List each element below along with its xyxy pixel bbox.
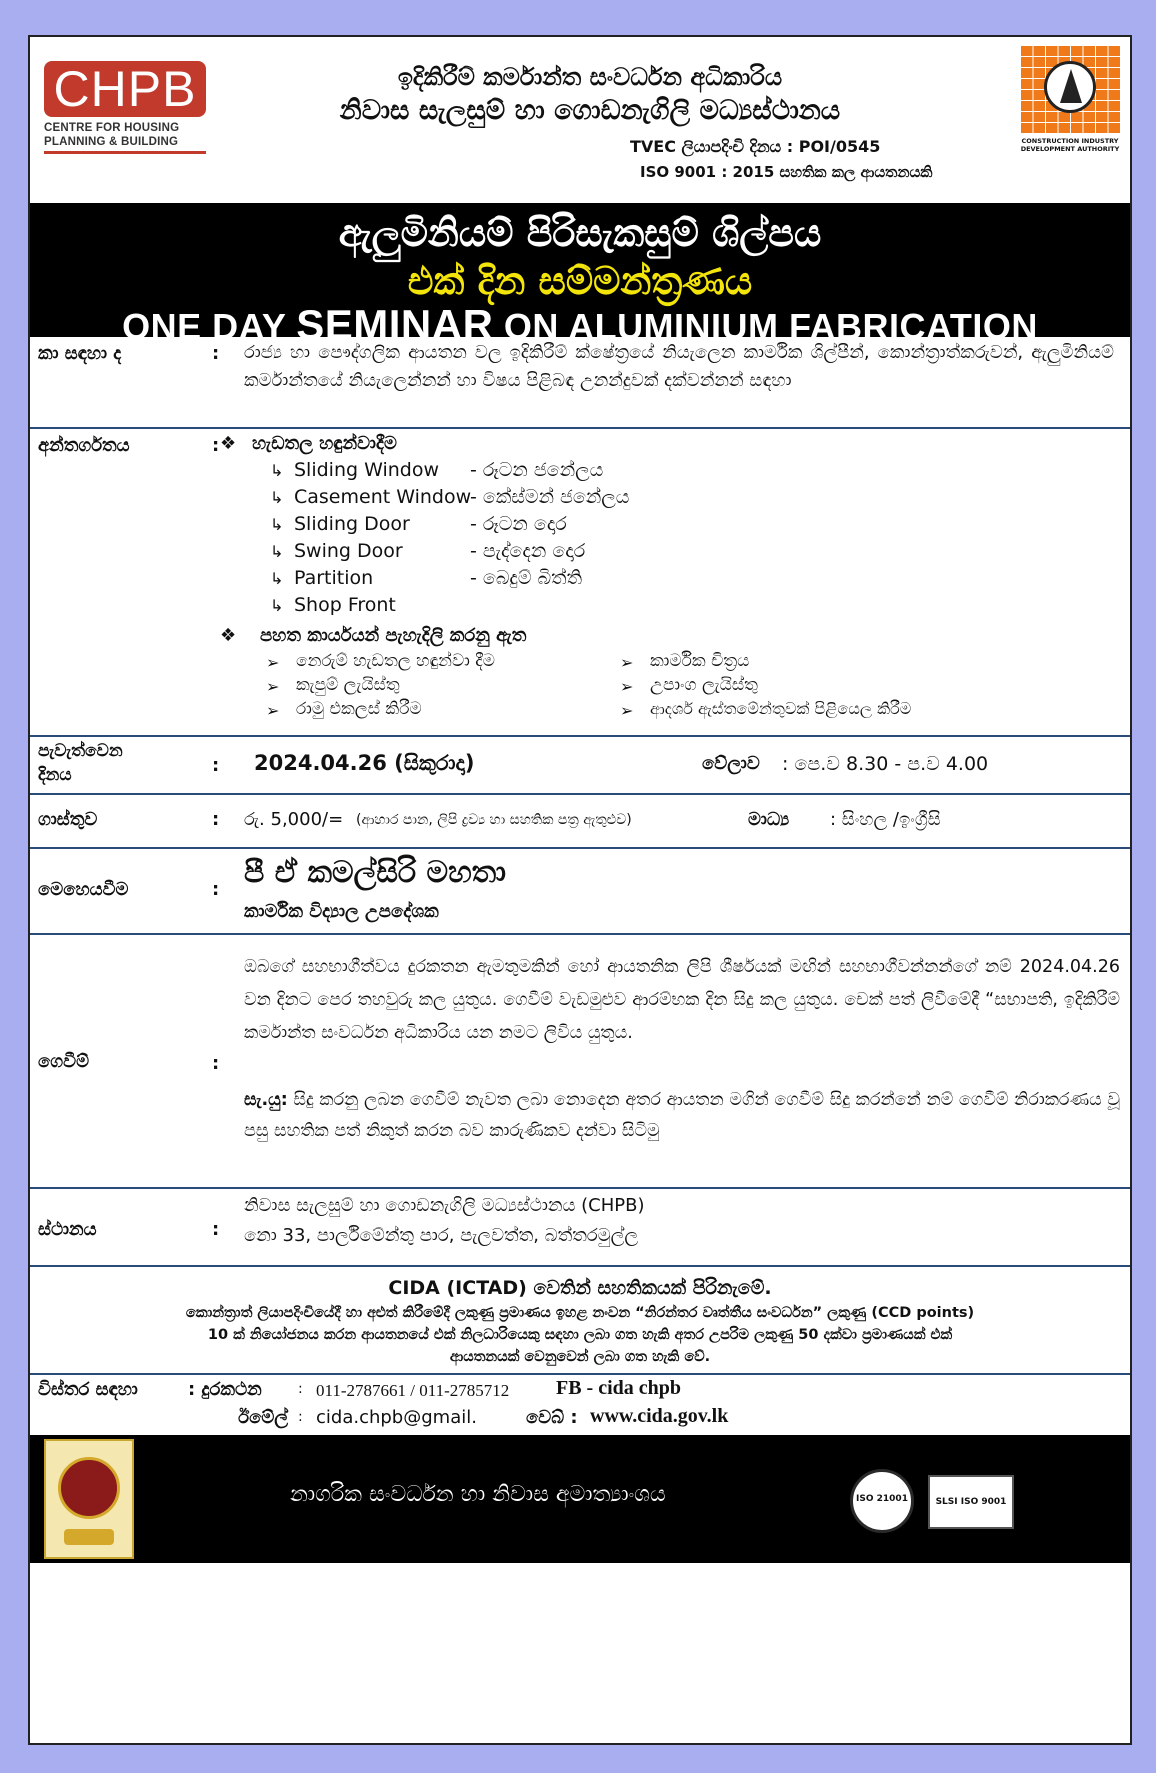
slsi-iso-9001-badge-icon: SLSI ISO 9001	[928, 1475, 1014, 1529]
cpd-line3: ආයතනයක් වෙනුවෙන් ලබා ගත හැකි වේ.	[449, 1349, 711, 1365]
fee-label: ගාස්තුව	[38, 809, 98, 830]
phone-label: : දුරකථන	[188, 1379, 262, 1400]
date-label	[38, 739, 123, 787]
web-label: වෙබ් :	[526, 1407, 578, 1428]
fee-note: (ආහාර පාන, ලිපි ද්‍රව්‍ය හා සහතික පත්‍ර ඇතුළුව)	[356, 812, 632, 828]
tvec-registration: TVEC ලියාපදිංචි දිනය : POI/0545	[630, 137, 881, 156]
item-si: - රූටන ජනේලය	[470, 459, 604, 481]
chpb-logo-mark: CHPB	[44, 61, 206, 117]
arrowhead-icon: ➢	[266, 677, 280, 696]
arrowhead-icon: ➢	[620, 653, 634, 672]
banner-title-en-pre: ONE DAY	[122, 306, 297, 347]
task-right: උපාංග ලැයිස්තු	[650, 675, 758, 695]
centre-title: නිවාස සැලසුම් හා ගොඩනැගිලි මධ්‍යස්ථානය	[339, 95, 841, 126]
payment-note-prefix: සැ.යු:	[244, 1090, 288, 1110]
item-si: - පැද්දෙන දොර	[470, 540, 586, 562]
task-left: කැපුම් ලැයිස්තු	[296, 675, 400, 695]
email-colon: :	[298, 1409, 303, 1425]
hand-arrow-icon: ↳	[270, 542, 284, 561]
header	[30, 37, 1130, 203]
payment-colon: :	[212, 1053, 220, 1074]
venue-label: ස්ථානය	[38, 1219, 97, 1240]
emblem-base	[64, 1529, 114, 1545]
item-en: Sliding Window	[294, 459, 440, 481]
item-si: - රූටන දොර	[470, 513, 567, 535]
banner-title-en-big: SEMINAR	[296, 301, 494, 348]
row-cpd	[30, 1267, 1130, 1375]
cida-logo-grid	[1020, 45, 1120, 133]
target-text: රාජ්‍ය හා පෞද්ගලික ආයතන වල ඉදිකිරීම් ක්ෂේත්‍රයේ නියැලෙන කාර්මික ශිල්පීන්, කොන්ත්‍රාත්කරුවන්, ඇලුමිනියම් කර්මාන්තයේ නියැලෙන්නන් හා විෂය පිළිබඳ උනන්දුවක් දක්වන්නන් සඳහා	[244, 342, 1114, 391]
instructor-label: මෙහෙයවීම	[38, 879, 129, 900]
date-label-2: දිනය	[38, 765, 72, 785]
arrowhead-icon: ➢	[266, 653, 280, 672]
cpd-title: CIDA (ICTAD) වෙතින් සහතිකයක් පිරිනැමේ.	[388, 1277, 772, 1299]
contact-email: cida.chpb@gmail.	[316, 1407, 477, 1428]
medium-label: මාධ්‍ය	[748, 809, 790, 830]
row-instructor	[30, 849, 1130, 935]
item-en: Sliding Door	[294, 513, 410, 535]
iso-21001-badge-icon: ISO 21001	[850, 1469, 914, 1533]
item-si: - කේස්මන් ජනේලය	[470, 486, 630, 508]
medium-value: : සිංහල /ඉංග්‍රීසි	[830, 809, 941, 830]
banner-subtitle-si: එක් දින සම්මන්ත්‍රණය	[407, 259, 753, 303]
title-banner	[30, 203, 1130, 348]
row-payment	[30, 935, 1130, 1189]
row-target-audience	[30, 337, 1130, 429]
item-en: Casement Window	[294, 486, 472, 508]
cpd-line1: කොන්ත්‍රාත් ලියාපදිංචියේදී හා අළුත් කිරීමේදී ලකුණු ප්‍රමාණය ඉහළ නංවන “නිරන්තර වෘත්තීය සංවර්ධන” ලකුණු (CCD points)	[185, 1305, 975, 1321]
venue-line1: නිවාස සැලසුම් හා ගොඩනැගිලි මධ්‍යස්ථානය (CHPB)	[244, 1195, 645, 1216]
iso-certification: ISO 9001 : 2015 සහතික කල ආයතනයකි	[640, 163, 933, 181]
emblem-lion-disc	[58, 1457, 120, 1519]
diamond-bullet-icon: ❖	[220, 433, 237, 454]
diamond-bullet-icon: ❖	[220, 625, 237, 646]
task-left: රාමු එකලස් කිරීම	[296, 699, 422, 719]
target-colon: :	[212, 343, 220, 364]
hand-arrow-icon: ↳	[270, 488, 284, 507]
arrowhead-icon: ➢	[620, 701, 634, 720]
payment-text: ඔබගේ සහභාගීත්වය දුරකතන ඇමතුමකින් හෝ ආයතනික ලිපි ශීර්ෂයක් මඟින් සහභාගීවන්නන්ගේ නම් 2024.04.26 වන දිනට පෙර තහවුරු කල යුතුය. ගෙවීම් වැඩමුළුව ආරම්භක දින සිදු කල යුතුය. චෙක් පත් ලිවීමේදී “සභාපති, ඉදිකිරීම් කර්මාන්ත සංවර්ධන අධිකාරිය යන නමට ලිවිය යුතුය.	[244, 957, 1120, 1043]
time-label: වේලාව	[702, 753, 760, 774]
item-en: Partition	[294, 567, 374, 589]
item-en: Swing Door	[294, 540, 403, 562]
chpb-logo-caption-1: CENTRE FOR HOUSING	[44, 122, 180, 134]
sri-lanka-emblem-icon	[44, 1439, 134, 1559]
hand-arrow-icon: ↳	[270, 461, 284, 480]
chpb-logo-underline	[44, 151, 206, 154]
content-section1-title: හැඩතල හඳුන්වාදීම	[252, 433, 397, 454]
chpb-logo-caption-2: PLANNING & BUILDING	[44, 136, 179, 148]
authority-title: ඉදිකිරීම් කර්මාන්ත සංවර්ධන අධිකාරිය	[397, 63, 783, 91]
contact-facebook: FB - cida chpb	[556, 1377, 682, 1399]
cida-logo-a-icon	[1060, 69, 1082, 103]
banner-title-si: ඇලුමිනියම් පිරිසැකසුම් ශිල්පය	[338, 211, 822, 255]
item-si: - බෙදුම් බිත්ති	[470, 567, 582, 589]
content-colon: :	[212, 435, 220, 456]
cpd-line2: 10 ක් නියෝජනය කරන ආයතනයේ එක් නිලධාරියෙකු සඳහා ලබා ගත හැකි අතර උපරිම ලකුණු 50 දක්වා ප්‍රමාණයක් එක්	[207, 1327, 953, 1343]
task-right: කාර්මික චිත්‍රය	[650, 651, 750, 671]
instructor-title: කාර්මික විද්‍යාල උපදේශක	[244, 901, 439, 922]
time-value: : පෙ.ව 8.30 - ප.ව 4.00	[782, 753, 989, 775]
task-left: නෙරුම් හැඩතල හඳුන්වා දීම	[296, 651, 495, 671]
arrowhead-icon: ➢	[620, 677, 634, 696]
seminar-flyer	[28, 35, 1132, 1745]
content-label: අන්තර්ගතය	[38, 435, 130, 456]
date-label-1: පැවැත්වෙන	[38, 741, 123, 761]
hand-arrow-icon: ↳	[270, 569, 284, 588]
row-content	[30, 429, 1130, 737]
banner-title-en-post: ON ALUMINIUM FABRICATION	[493, 306, 1038, 347]
arrowhead-icon: ➢	[266, 701, 280, 720]
payment-note-text: සිදු කරනු ලබන ගෙවීම් නැවත ලබා නොදෙන අතර ආයතන මගින් ගෙවීම් සිදු කරන්නේ නම් ගෙවීම් නිරාකරණය වූ පසු සහතික පත් නිකුත් කරන බව කාරුණිකව දන්වා සිටිමු	[244, 1090, 1120, 1141]
contact-website: www.cida.gov.lk	[590, 1405, 729, 1427]
cida-logo-caption: CONSTRUCTION INDUSTRY DEVELOPMENT AUTHORITY	[1020, 137, 1120, 153]
task-right: ආදර්ශ ඇස්තමේන්තුවක් පිළියෙල කිරීම	[650, 699, 912, 718]
row-contact	[30, 1375, 1130, 1435]
fee-amount: රු. 5,000/=	[244, 809, 344, 830]
contact-phones: 011-2787661 / 011-2785712	[316, 1381, 510, 1400]
payment-label: ගෙවීම්	[38, 1051, 90, 1072]
contact-label: විස්තර සඳහා	[38, 1379, 138, 1400]
fee-colon: :	[212, 809, 220, 830]
content-section2-title: පහත කාර්යයන් පැහැදිලි කරනු ඇත	[260, 625, 527, 646]
venue-colon: :	[212, 1219, 220, 1240]
target-label: කා සඳහා ද	[38, 343, 122, 364]
venue-line2: නො 33, පාර්ලිමේන්තු පාර, පැලවත්ත, බත්තරමුල්ල	[244, 1225, 639, 1246]
chpb-logo	[44, 61, 208, 169]
hand-arrow-icon: ↳	[270, 515, 284, 534]
ministry-name: නාගරික සංවර්ධන හා නිවාස අමාත්‍යාංශය	[290, 1482, 666, 1507]
row-fee	[30, 795, 1130, 849]
phone-colon: :	[298, 1381, 303, 1397]
instructor-colon: :	[212, 879, 220, 900]
payment-note	[244, 1085, 1120, 1147]
row-venue	[30, 1189, 1130, 1267]
cida-logo	[1020, 45, 1120, 163]
date-value: 2024.04.26 (සිකුරාදා)	[254, 751, 475, 775]
email-label: ඊමේල්	[238, 1407, 289, 1428]
instructor-name: පී ඒ කමල්සිරි මහතා	[244, 855, 506, 890]
item-en: Shop Front	[294, 594, 396, 616]
date-colon: :	[212, 755, 220, 776]
row-date	[30, 737, 1130, 795]
hand-arrow-icon: ↳	[270, 596, 284, 615]
